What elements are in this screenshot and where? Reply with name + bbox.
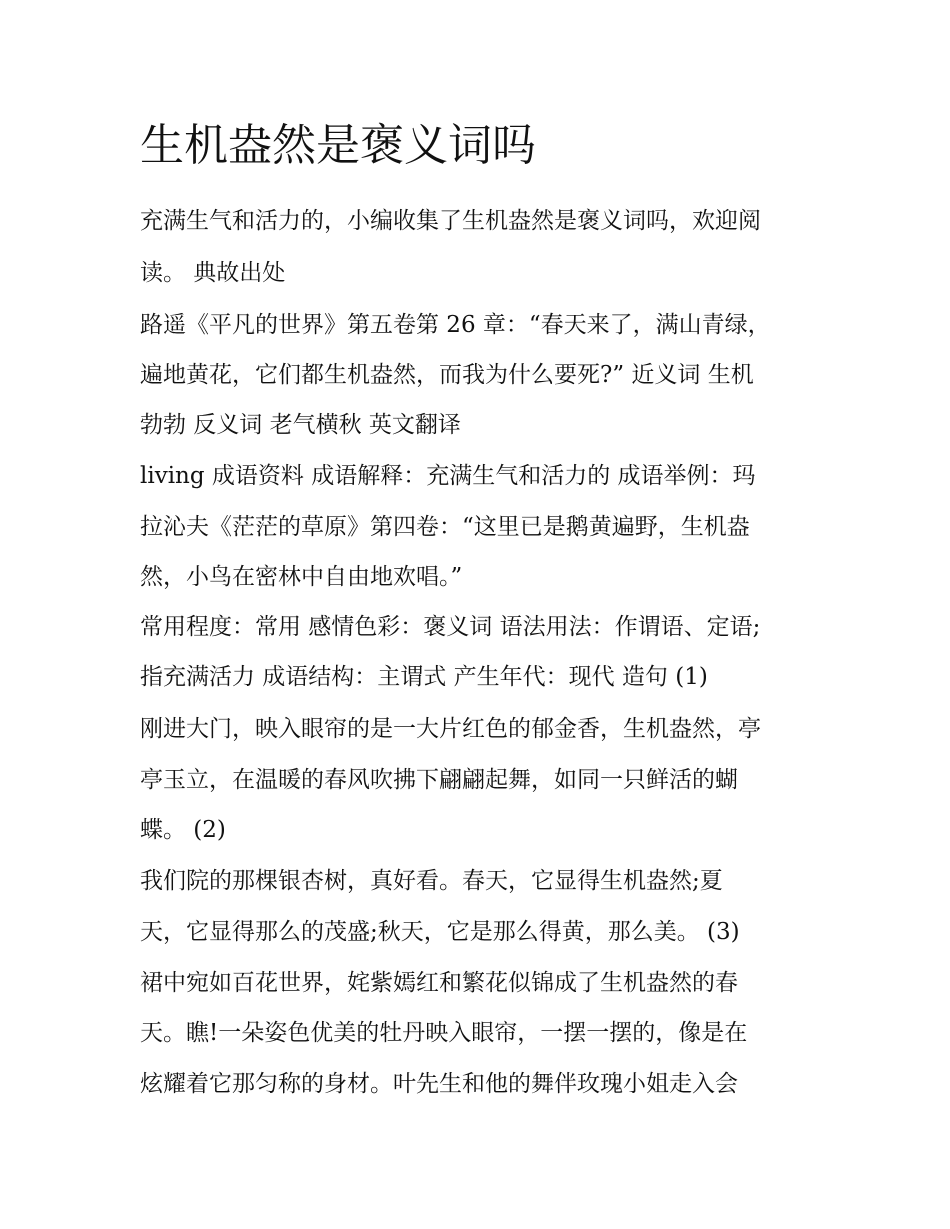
text-line: 读。 典故出处 bbox=[140, 260, 286, 286]
text-line: 炫耀着它那匀称的身材。叶先生和他的舞伴玫瑰小姐走入会 bbox=[140, 1071, 738, 1097]
text-line: 充满生气和活力的，小编收集了生机盎然是褒义词吗，欢迎阅 bbox=[140, 208, 761, 234]
text-line: 然，小鸟在密林中自由地欢唱。” bbox=[140, 564, 463, 590]
text-line: 拉沁夫《茫茫的草原》第四卷：“这里已是鹅黄遍野，生机盎 bbox=[140, 514, 750, 540]
text-line: 路遥《平凡的世界》第五卷第 26 章：“春天来了，满山青绿， bbox=[140, 312, 771, 338]
text-line: 刚进大门，映入眼帘的是一大片红色的郁金香，生机盎然，亭 bbox=[140, 716, 761, 742]
text-line: 天，它显得那么的茂盛;秋天，它是那么得黄，那么美。 (3) bbox=[140, 919, 740, 945]
text-line: 亭玉立，在温暖的春风吹拂下翩翩起舞，如同一只鲜活的蝴 bbox=[140, 767, 738, 793]
text-line: 天。瞧!一朵姿色优美的牡丹映入眼帘，一摆一摆的，像是在 bbox=[140, 1020, 748, 1046]
text-line: 指充满活力 成语结构：主谓式 产生年代：现代 造句 (1) bbox=[140, 664, 708, 690]
text-line: 蝶。 (2) bbox=[140, 817, 226, 843]
text-line: 遍地黄花，它们都生机盎然，而我为什么要死?” 近义词 生机 bbox=[140, 362, 754, 388]
text-line: 我们院的那棵银杏树，真好看。春天，它显得生机盎然;夏 bbox=[140, 868, 723, 894]
text-line: living 成语资料 成语解释：充满生气和活力的 成语举例：玛 bbox=[140, 463, 756, 489]
text-line: 裙中宛如百花世界，姹紫嫣红和繁花似锦成了生机盎然的春 bbox=[140, 970, 738, 996]
page-title: 生机盎然是褒义词吗 bbox=[140, 120, 536, 171]
text-line: 勃勃 反义词 老气横秋 英文翻译 bbox=[140, 412, 461, 438]
text-line: 常用程度：常用 感情色彩：褒义词 语法用法：作谓语、定语; bbox=[140, 614, 761, 640]
